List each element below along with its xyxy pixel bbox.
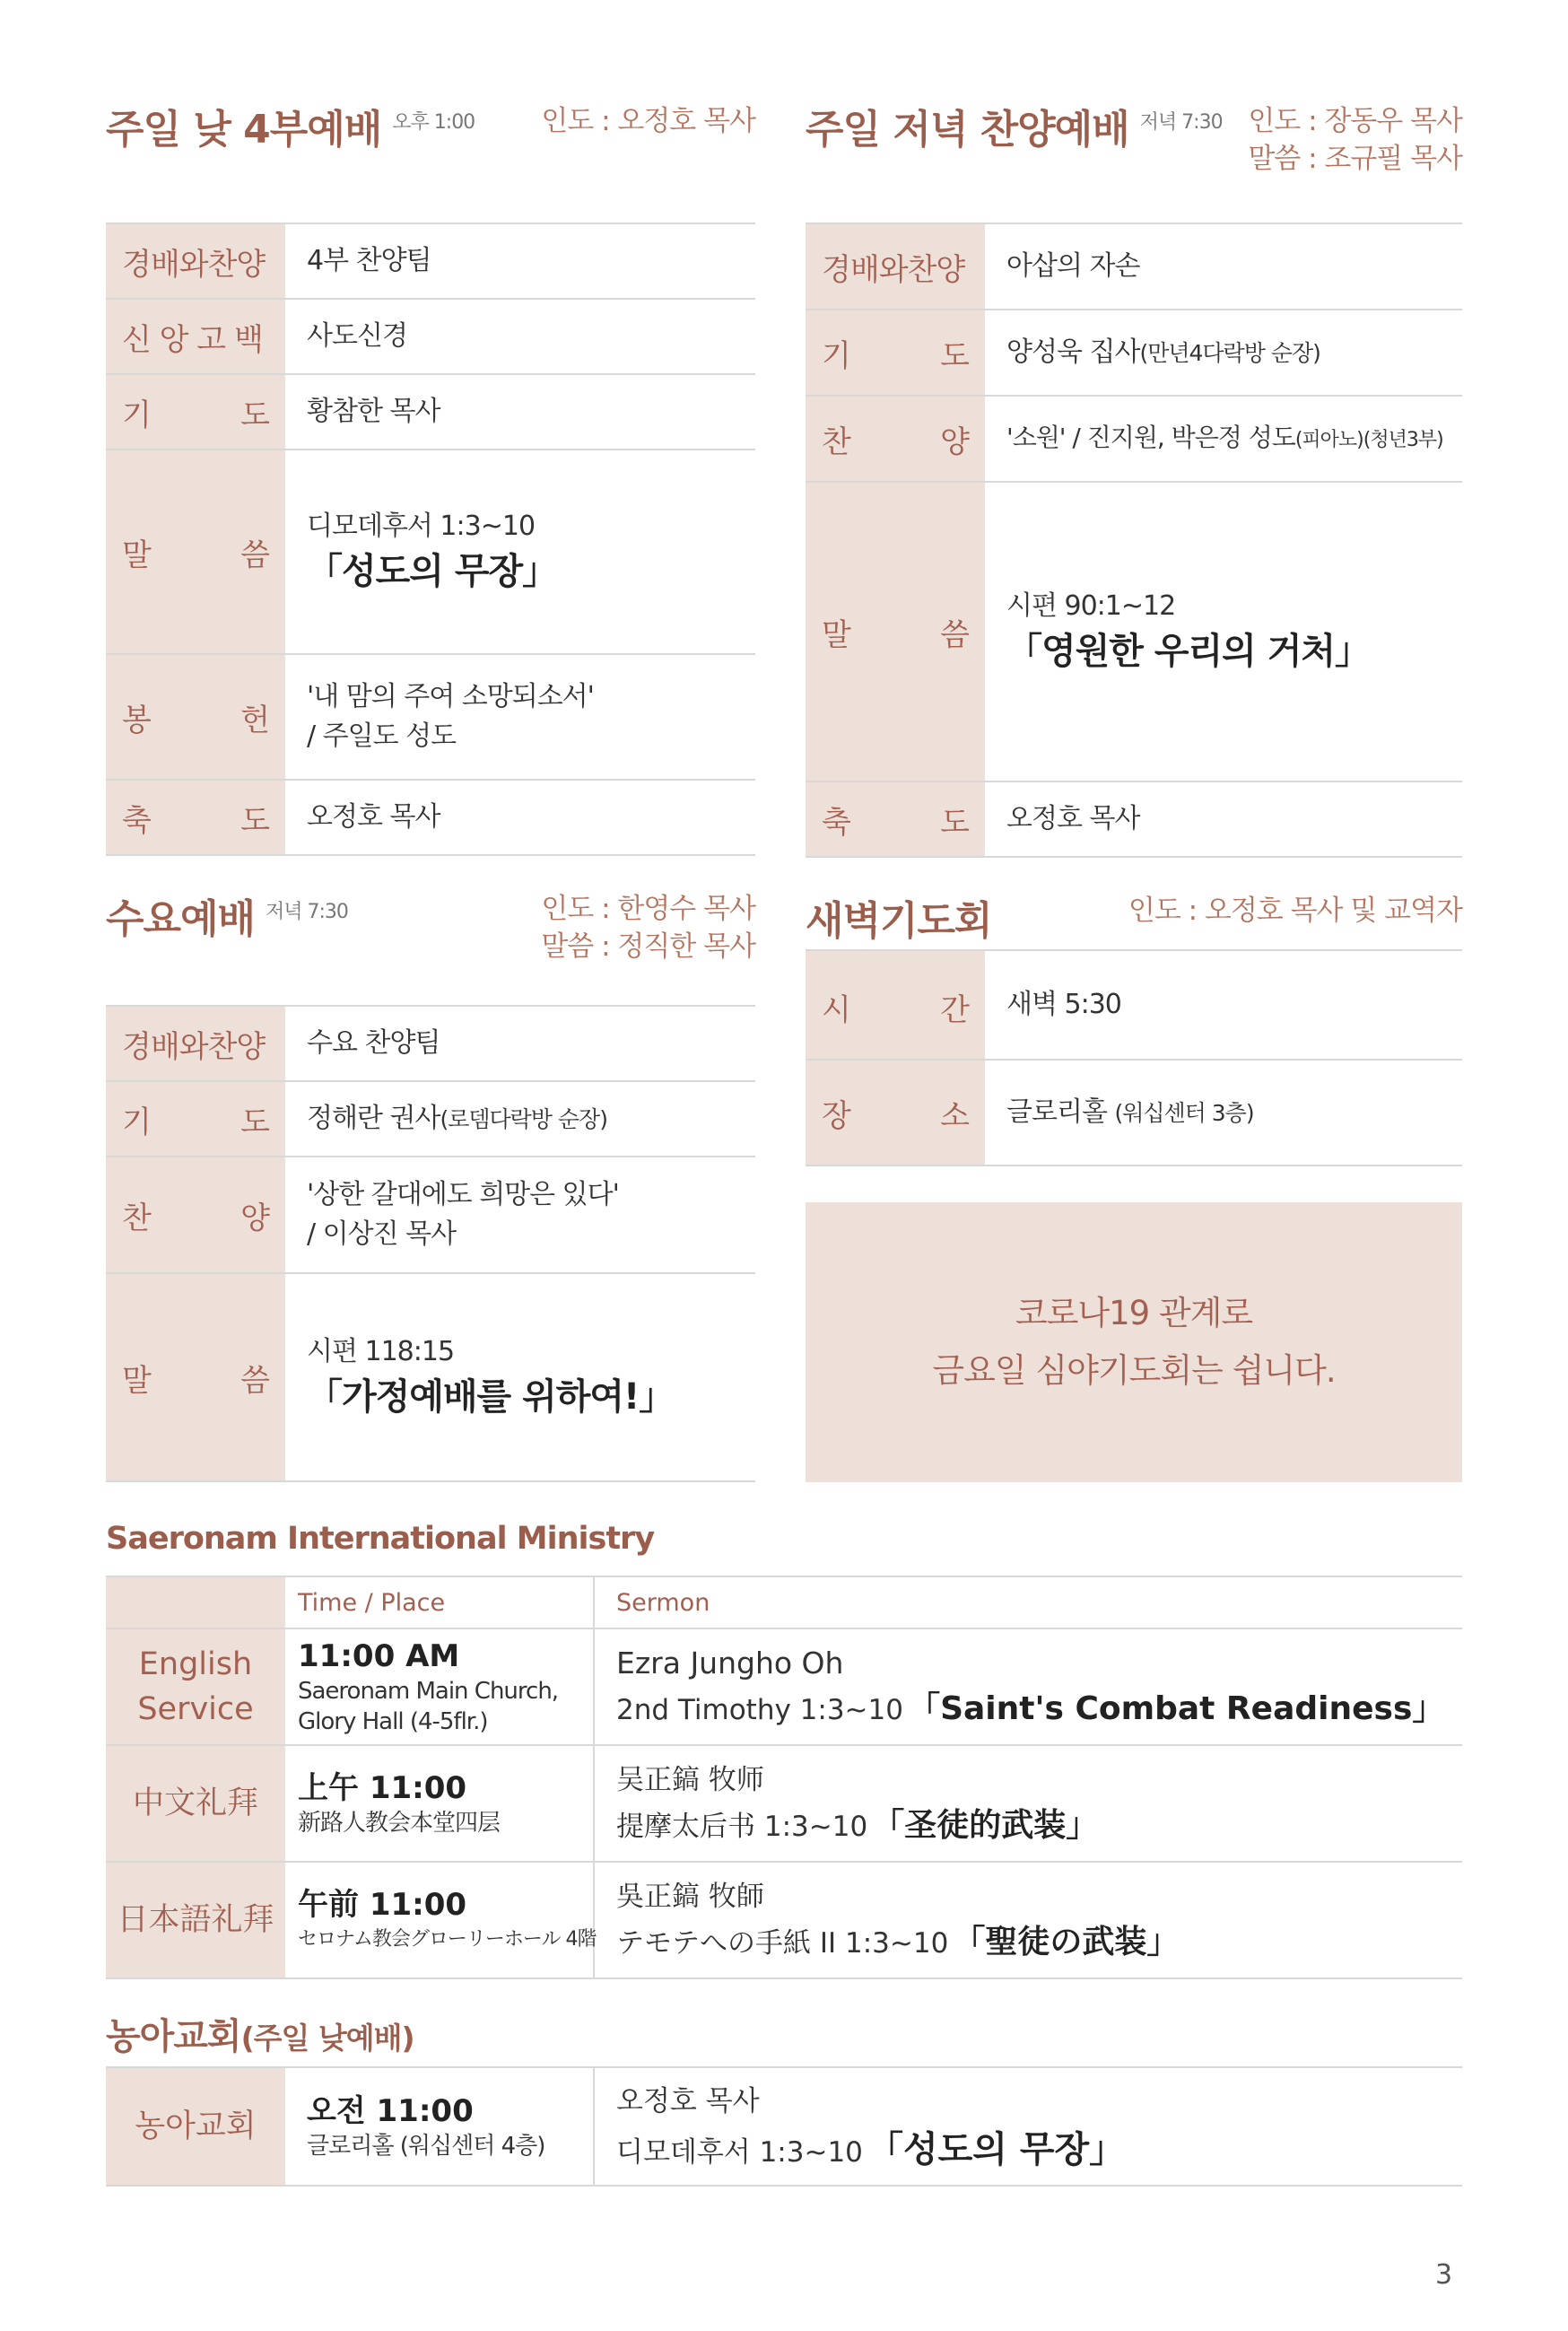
row-label [106, 1082, 285, 1156]
sermon-title: 「성도의 무장」 [867, 2128, 1126, 2170]
scripture-ref: 2nd Timothy 1:3~10 [616, 1694, 903, 1726]
sermon-title: 「聖徒の武装」 [953, 1924, 1180, 1960]
table-row [106, 2068, 1462, 2187]
service-place: セロナム教会グローリーホール 4階 [298, 1928, 597, 1951]
deaf-table [106, 2066, 1462, 2187]
scripture-ref: 시편 118:15 [307, 1336, 455, 1367]
notice-box [806, 1202, 1462, 1482]
label-char: 기 [122, 397, 151, 433]
row-value: 4부 찬양팀 [307, 245, 431, 276]
scripture-ref: 디모데후서 1:3~10 [616, 2135, 863, 2169]
sermon-title: 「가정예배를 위하여!」 [307, 1376, 675, 1418]
preacher: Ezra Jungho Oh [616, 1646, 844, 1681]
row-value: 새벽 5:30 [1006, 989, 1121, 1020]
preacher: 吳正鎬 牧師 [616, 1881, 764, 1913]
praise-info: '소원' / 진지원, 박은정 성도 [1006, 422, 1295, 452]
scripture-ref: 디모데후서 1:3~10 [307, 511, 536, 542]
sunday4-table [106, 223, 755, 856]
label-char: 찬 [122, 1200, 151, 1236]
time-place [285, 2068, 595, 2185]
table-row [106, 1082, 755, 1157]
sermon-cell [595, 2068, 1462, 2185]
table-row [106, 1746, 1462, 1863]
sermon-title: 「영원한 우리의 거처」 [1006, 631, 1370, 672]
row-label [806, 310, 985, 395]
prayer-note: (로뎀다락방 순장) [440, 1105, 607, 1132]
label-char: 씀 [240, 537, 269, 573]
deaf-title-text: 농아교회 [106, 2016, 241, 2057]
time-place [285, 1746, 595, 1861]
deaf-title-sub: (주일 낮예배) [240, 2021, 414, 2056]
service-label: 농아교회 [106, 2068, 285, 2185]
sermon-cell [595, 1746, 1462, 1861]
wednesday-title [106, 886, 348, 944]
row-label [106, 1274, 285, 1480]
praise-performer: / 이상진 목사 [307, 1218, 457, 1250]
dawn-leader: 인도 : 오정호 목사 및 교역자 [1128, 895, 1462, 927]
label-char: 양 [240, 1200, 269, 1236]
sermon-title: 「Saint's Combat Readiness」 [908, 1690, 1445, 1727]
table-row [106, 224, 755, 300]
sim-title: Saeronam International Ministry [106, 1521, 655, 1557]
row-label: 경배와찬양 [106, 1007, 285, 1080]
prayer-note: (만년4다락방 순장) [1139, 339, 1320, 366]
evening-leaders [1166, 102, 1462, 178]
deaf-title [106, 2008, 414, 2059]
label-line: English [138, 1646, 253, 1682]
sermon-cell [595, 1629, 1466, 1744]
row-label [806, 483, 985, 781]
label-char: 도 [240, 1104, 269, 1140]
label-char: 시 [822, 992, 850, 1028]
row-label [106, 655, 285, 779]
label-char: 간 [940, 992, 969, 1028]
service-time: 11:00 AM [298, 1638, 460, 1674]
label-char: 말 [122, 537, 151, 573]
row-label [106, 450, 285, 653]
page-number: 3 [1435, 2259, 1453, 2291]
dawn-title: 새벽기도회 [806, 898, 992, 944]
table-row [806, 1061, 1462, 1166]
label-char: 기 [822, 337, 850, 374]
row-value: 오정호 목사 [1006, 803, 1140, 834]
evening-table [806, 223, 1462, 858]
praise-note: (피아노)(청년3부) [1294, 428, 1443, 451]
table-row [106, 450, 755, 655]
row-value [285, 1157, 755, 1272]
prayer-name: 양성욱 집사 [1006, 336, 1140, 368]
table-row [806, 782, 1462, 858]
service-place: 新路人教会本堂四层 [298, 1810, 501, 1837]
label-char: 양 [940, 423, 969, 460]
row-value [985, 310, 1462, 395]
row-label: 신 앙 고 백 [106, 300, 285, 373]
scripture-ref: 提摩太后书 1:3~10 [616, 1811, 868, 1843]
table-row [106, 1629, 1462, 1746]
header-sermon: Sermon [616, 1588, 710, 1617]
label-char: 말 [122, 1362, 151, 1399]
label-char: 도 [240, 397, 269, 433]
table-row [106, 1274, 755, 1482]
evening-leader: 인도 : 장동우 목사 [1248, 105, 1462, 137]
row-value: 아삽의 자손 [1006, 250, 1140, 282]
label-char: 도 [240, 802, 269, 839]
offering-song: '내 맘의 주여 소망되소서' [307, 681, 594, 712]
row-value [285, 1082, 755, 1156]
label-char: 도 [940, 337, 969, 374]
row-value [285, 450, 755, 653]
label-char: 축 [822, 804, 850, 841]
row-label [106, 781, 285, 854]
label-char: 씀 [940, 616, 969, 653]
scripture-ref: テモテへの手紙 II 1:3~10 [616, 1927, 949, 1960]
sermon-cell [595, 1863, 1462, 1977]
row-label: 경배와찬양 [806, 224, 985, 309]
row-value [285, 655, 755, 779]
row-value [985, 483, 1462, 781]
row-label [806, 397, 985, 481]
sermon-title: 「성도의 무장」 [307, 551, 558, 592]
label-char: 축 [122, 802, 151, 839]
table-row [806, 951, 1462, 1061]
time-place [285, 1863, 595, 1977]
wednesday-leaders [466, 890, 755, 965]
service-time: 午前 11:00 [298, 1887, 467, 1923]
table-header-row [106, 1577, 1462, 1629]
wednesday-preacher: 말씀 : 정직한 목사 [541, 930, 755, 963]
row-label [106, 375, 285, 449]
row-value: 오정호 목사 [307, 801, 440, 833]
header-blank [106, 1577, 285, 1628]
service-label: 中文礼拜 [106, 1746, 285, 1861]
preacher: 吴正鎬 牧师 [616, 1764, 764, 1796]
label-char: 찬 [822, 423, 850, 460]
prayer-name: 정해란 권사 [307, 1102, 440, 1134]
label-char: 소 [940, 1097, 969, 1134]
evening-title [806, 97, 1223, 154]
table-row [806, 310, 1462, 397]
label-char: 장 [822, 1097, 850, 1134]
label-line: Service [137, 1691, 254, 1727]
table-row [106, 655, 755, 781]
service-label [106, 1629, 285, 1744]
place-note: (워십센터 3층) [1114, 1099, 1254, 1126]
row-label [806, 782, 985, 856]
row-value: 수요 찬양팀 [307, 1027, 440, 1059]
notice-line: 금요일 심야기도회는 쉽니다. [932, 1351, 1336, 1390]
table-row [806, 483, 1462, 782]
time-place [285, 1629, 595, 1744]
table-row [106, 1863, 1462, 1979]
preacher: 오정호 목사 [616, 2084, 760, 2117]
sermon-title: 「圣徒的武装」 [872, 1807, 1099, 1844]
wednesday-title-text: 수요예배 [106, 896, 256, 942]
row-label [806, 951, 985, 1059]
service-label: 日本語礼拜 [106, 1863, 285, 1977]
row-value [285, 1274, 755, 1480]
table-row [106, 781, 755, 856]
wednesday-table [106, 1005, 755, 1482]
service-place: Saeronam Main Church, [298, 1678, 559, 1705]
table-row [106, 375, 755, 450]
notice-line: 코로나19 관계로 [1015, 1294, 1253, 1332]
label-char: 헌 [240, 702, 269, 738]
dawn-table [806, 949, 1462, 1166]
service-place: 글로리홀 (워십센터 4층) [307, 2133, 545, 2160]
sunday4-leader: 인도 : 오정호 목사 [541, 105, 755, 137]
label-char: 기 [122, 1104, 151, 1140]
row-label [106, 1157, 285, 1272]
sunday4-title-text: 주일 낮 4부예배 [106, 107, 382, 153]
scripture-ref: 시편 90:1~12 [1006, 590, 1176, 622]
row-label: 경배와찬양 [106, 224, 285, 298]
offering-performer: / 주일도 성도 [307, 720, 457, 752]
table-row [106, 1157, 755, 1274]
service-time: 오전 11:00 [307, 2093, 474, 2129]
table-row [106, 300, 755, 375]
label-char: 도 [940, 804, 969, 841]
sunday4-title [106, 97, 475, 154]
row-label [806, 1061, 985, 1165]
service-time: 上午 11:00 [298, 1770, 467, 1806]
evening-preacher: 말씀 : 조규필 목사 [1248, 143, 1462, 175]
place-name: 글로리홀 [1006, 1096, 1107, 1128]
sunday4-time: 오후 1:00 [392, 111, 475, 135]
row-value [985, 397, 1465, 481]
table-row [106, 1007, 755, 1082]
wednesday-time: 저녁 7:30 [266, 901, 348, 924]
service-place: Glory Hall (4-5flr.) [298, 1708, 488, 1735]
header-time-place: Time / Place [285, 1577, 595, 1628]
sim-table [106, 1576, 1462, 1979]
row-value [985, 1061, 1462, 1165]
label-char: 씀 [240, 1362, 269, 1399]
table-row [806, 397, 1462, 483]
wednesday-leader: 인도 : 한영수 목사 [541, 893, 755, 925]
evening-title-text: 주일 저녁 찬양예배 [806, 107, 1129, 153]
label-char: 말 [822, 616, 850, 653]
row-value: 사도신경 [307, 320, 407, 352]
evening-time: 저녁 7:30 [1139, 111, 1223, 135]
praise-song: '상한 갈대에도 희망은 있다' [307, 1179, 619, 1210]
label-char: 봉 [122, 702, 151, 738]
row-value: 황참한 목사 [307, 396, 440, 427]
table-row [806, 224, 1462, 310]
